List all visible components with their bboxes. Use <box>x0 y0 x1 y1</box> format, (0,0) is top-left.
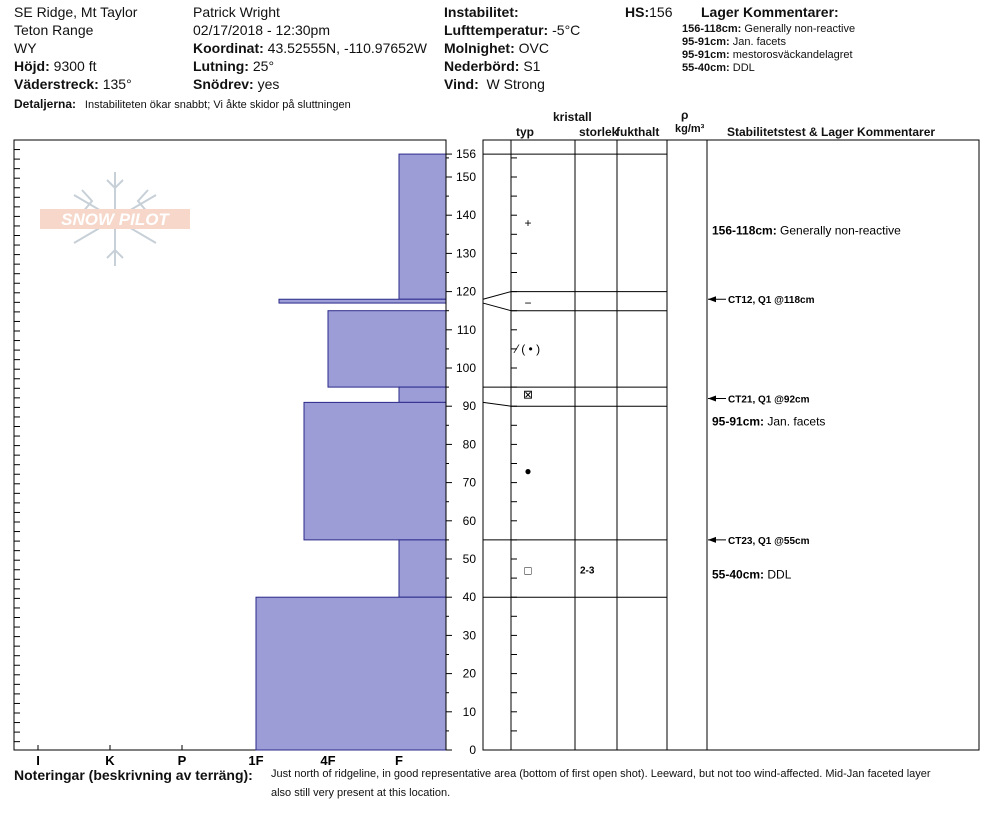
y-axis-tick-label: 150 <box>455 170 476 184</box>
grain-type-symbol: ⊠ <box>522 387 534 402</box>
stability-test-label: CT12, Q1 @118cm <box>728 295 815 307</box>
notes-line-2: also still very present at this location. <box>271 787 451 799</box>
grain-type-symbol: ● <box>524 464 532 479</box>
coordinate-value: 43.52555N, -110.97652W <box>267 40 427 56</box>
y-axis-tick-label: 20 <box>462 666 476 681</box>
grain-type-symbol: ⁄ ( • ) <box>515 341 541 356</box>
aspect-label: Väderstreck: <box>14 76 99 92</box>
details-text: Instabiliteten ökar snabbt; Vi åkte skidor på sluttningen <box>84 99 351 111</box>
hardness-label: F <box>395 753 403 768</box>
layer-comment-text: Jan. facets <box>732 36 786 48</box>
hs-value: 156 <box>649 4 673 20</box>
layer-comment-range: 156-118cm: <box>712 223 777 238</box>
drift-label: Snödrev: <box>193 76 254 92</box>
wind-value: W Strong <box>486 76 545 92</box>
slope-value: 25° <box>252 58 275 74</box>
layer-comment-text: Jan. facets <box>764 414 826 429</box>
hardness-label: I <box>36 753 40 768</box>
hardness-layer-bar <box>256 597 446 750</box>
drift-value: yes <box>257 76 280 92</box>
size-header: storlek <box>579 125 619 139</box>
cloud-label: Molnighet: <box>444 40 515 56</box>
layer-comment-range: 95-91cm: <box>682 49 730 61</box>
precip-value: S1 <box>523 58 541 74</box>
layer-comment-range: 55-40cm: <box>712 567 765 582</box>
elevation-value: 9300 ft <box>53 58 97 74</box>
location-name: SE Ridge, Mt Taylor <box>14 4 138 20</box>
hardness-layer-bar <box>279 299 446 303</box>
y-axis-tick-label: 140 <box>455 208 476 223</box>
grain-type-symbol: + <box>524 215 532 230</box>
layer-comment-text: DDL <box>764 567 792 582</box>
y-axis-tick-label: 60 <box>462 513 476 528</box>
y-axis-tick-label: 90 <box>462 399 476 414</box>
layer-comment-range: 95-91cm: <box>682 36 730 48</box>
state-name: WY <box>14 40 37 56</box>
wind-label: Vind: <box>444 76 479 92</box>
coordinate-label: Koordinat: <box>193 40 264 56</box>
y-axis-tick-label: 50 <box>462 552 476 566</box>
grain-type-symbol: − <box>524 296 532 311</box>
hardness-layer-bar <box>399 540 446 597</box>
slope-label: Lutning: <box>193 58 249 74</box>
y-axis-tick-label: 40 <box>462 590 476 605</box>
observer-name: Patrick Wright <box>193 4 280 20</box>
notes-label: Noteringar (beskrivning av terräng): <box>14 767 253 783</box>
hs-label: HS: <box>625 4 650 20</box>
test-arrow-head <box>708 396 716 402</box>
hardness-label: K <box>105 753 115 768</box>
y-axis-tick-label: 0 <box>469 743 476 757</box>
layer-comments-title: Lager Kommentarer: <box>701 4 839 20</box>
notes-line-1: Just north of ridgeline, in good representative area (bottom of first open shot). Leeward, but not too wind-affected. Mid-Jan faceted layer <box>271 768 931 780</box>
stability-header: Stabilitetstest & Lager Kommentarer <box>727 125 936 139</box>
y-axis-tick-label: 100 <box>455 361 476 375</box>
grain-size-value: 2-3 <box>580 565 595 577</box>
layer-comment-range: 95-91cm: <box>712 414 765 429</box>
moisture-header: fukthalt <box>616 125 660 139</box>
aspect-value: 135° <box>102 76 132 92</box>
instability-label: Instabilitet: <box>444 4 519 20</box>
density-symbol: ρ <box>681 108 689 122</box>
air-temp-value: -5°C <box>552 22 581 38</box>
layer-comment-text: DDL <box>732 62 755 74</box>
hardness-label: 1F <box>248 753 264 768</box>
y-axis-tick-label: 110 <box>456 322 476 337</box>
layer-connector-line <box>483 292 511 300</box>
layer-connector-line <box>483 303 511 311</box>
hardness-layer-bar <box>304 402 446 540</box>
y-axis-tick-label: 70 <box>462 475 476 490</box>
layer-comment-range: 55-40cm: <box>682 62 730 74</box>
elevation-label: Höjd: <box>14 58 50 74</box>
stability-test-label: CT23, Q1 @55cm <box>728 535 810 547</box>
cloud-value: OVC <box>518 40 549 56</box>
y-axis-tick-label: 120 <box>455 284 476 299</box>
hardness-layer-bar <box>399 387 446 402</box>
layer-comment-range: 156-118cm: <box>682 23 742 35</box>
air-temp-label: Lufttemperatur: <box>444 22 549 38</box>
y-axis-tick-label: 80 <box>462 437 476 452</box>
stability-test-label: CT21, Q1 @92cm <box>728 394 810 406</box>
crystal-header: kristall <box>553 110 592 124</box>
precip-label: Nederbörd: <box>444 58 520 74</box>
observation-datetime: 02/17/2018 - 12:30pm <box>193 22 330 38</box>
test-arrow-head <box>708 296 716 302</box>
type-header: typ <box>516 125 534 139</box>
test-arrow-head <box>708 537 716 543</box>
snowpilot-logo <box>40 172 190 266</box>
layer-comment-label <box>712 567 792 581</box>
grain-type-symbol: □ <box>524 563 532 578</box>
y-axis-tick-label: 10 <box>462 704 476 719</box>
layer-comment-text: Generally non-reactive <box>776 223 901 238</box>
logo-text: SNOW PILOT <box>61 210 169 229</box>
layer-comment-label <box>712 223 901 237</box>
y-axis-tick-label: 156 <box>455 147 476 162</box>
density-unit: kg/m³ <box>675 123 705 135</box>
y-axis-tick-label: 30 <box>462 628 476 643</box>
layer-comment-label <box>712 414 825 428</box>
y-axis-tick-label: 130 <box>455 246 476 261</box>
range-name: Teton Range <box>14 22 94 38</box>
hardness-label: P <box>177 753 187 768</box>
layer-connector-line <box>483 402 511 406</box>
hardness-label: 4F <box>320 753 336 768</box>
hardness-layer-bar <box>328 311 446 387</box>
hardness-layer-bar <box>399 154 446 299</box>
details-label: Detaljerna: <box>14 97 77 111</box>
layer-comment-text: mestorosväckandelagret <box>732 49 853 61</box>
layer-comment-text: Generally non-reactive <box>744 23 856 35</box>
